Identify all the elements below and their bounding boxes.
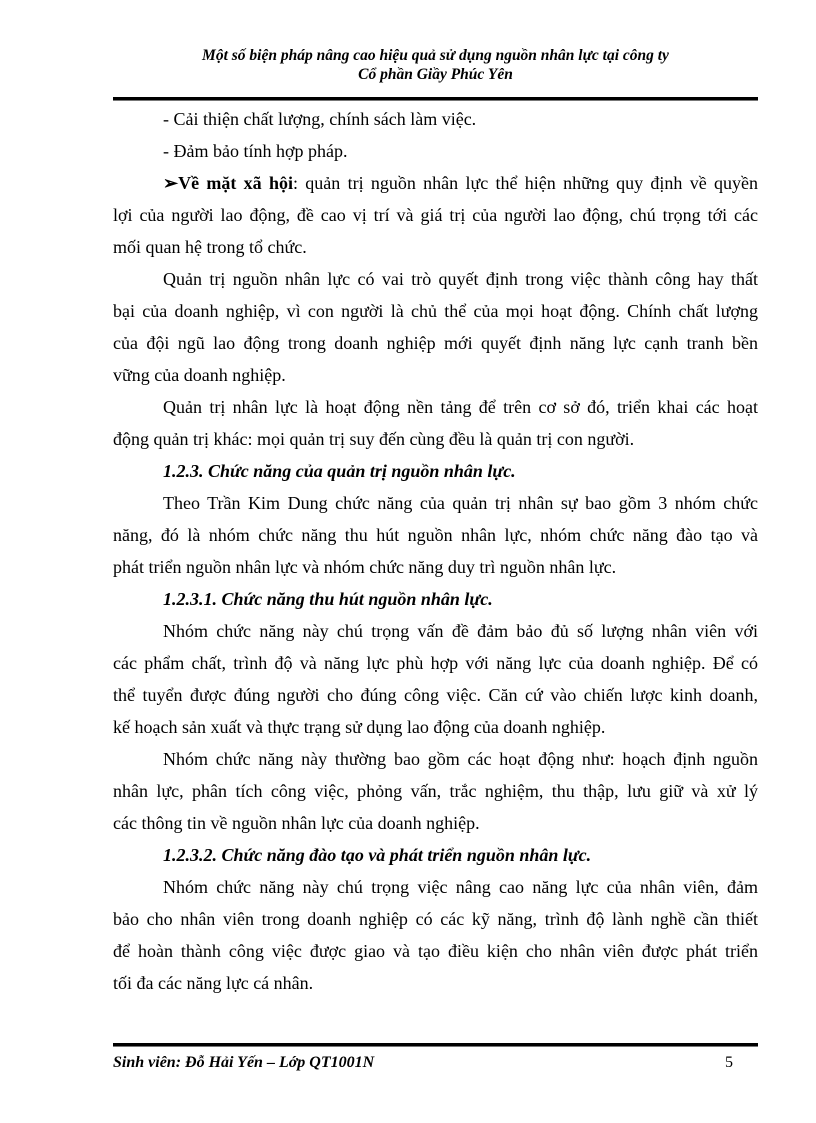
text-line [113,935,758,967]
bold-lead: Về mặt xã hội [178,173,293,193]
paragraph [113,615,758,743]
line-text: tối đa các năng lực cá nhân. [113,973,314,993]
line-text: bại của doanh nghiệp, vì con người là chủ thể của mọi hoạt động. Chính chất lượng [113,301,758,321]
line-text: lợi của người lao động, đề cao vị trí và giá trị của người lao động, chú trọng tới các [113,205,758,225]
footer-rule [113,1043,758,1047]
header-title-line1: Một số biện pháp nâng cao hiệu quả sử dụng nguồn nhân lực tại công ty [202,47,669,64]
line-text: 1.2.3.1. Chức năng thu hút nguồn nhân lực. [163,589,493,609]
paragraph [113,743,758,839]
line-text: : quản trị nguồn nhân lực thể hiện những quy định về quyền [292,173,758,193]
line-text: năng, đó là nhóm chức năng thu hút nguồn nhân lực, nhóm chức năng đào tạo và [113,525,758,545]
text-line [113,871,758,903]
section-heading [113,839,758,871]
line-text: bảo cho nhân viên trong doanh nghiệp có các kỹ năng, trình độ lành nghề cần thiết [113,909,758,929]
footer-author: Sinh viên: Đỗ Hải Yến – Lớp QT1001N [113,1054,375,1071]
text-line [113,295,758,327]
line-text: để hoàn thành công việc được giao và tạo điều kiện cho nhân viên được phát triển [113,941,758,961]
line-text: 1.2.3.2. Chức năng đào tạo và phát triển nguồn nhân lực. [163,845,592,865]
line-text: thể tuyển được đúng người cho đúng công việc. Căn cứ vào chiến lược kinh doanh, [113,685,758,705]
text-line [113,263,758,295]
paragraph [113,135,758,167]
header-title-line2: Cổ phần Giầy Phúc Yên [358,66,513,83]
text-line [113,103,758,135]
text-line [113,615,758,647]
paragraph [113,263,758,391]
running-header [113,46,758,84]
line-text: Quản trị nhân lực là hoạt động nền tảng để trên cơ sở đó, triển khai các hoạt [163,397,758,417]
text-line [113,647,758,679]
line-text: Nhóm chức năng này chú trọng vấn đề đảm bảo đủ số lượng nhân viên với [163,621,758,641]
line-text: - Cải thiện chất lượng, chính sách làm việc. [163,109,477,129]
line-text: Quản trị nguồn nhân lực có vai trò quyết định trong việc thành công hay thất [163,269,758,289]
text-line [113,455,758,487]
paragraph [113,167,758,263]
section-heading [113,583,758,615]
text-line [113,423,758,455]
line-text: các phẩm chất, trình độ và năng lực phù hợp với năng lực của doanh nghiệp. Để có [113,653,758,673]
line-text: của đội ngũ lao động trong doanh nghiệp mới quyết định năng lực cạnh tranh bền [113,333,758,353]
paragraph [113,871,758,999]
text-line [113,135,758,167]
line-text: động quản trị khác: mọi quản trị suy đến cùng đều là quản trị con người. [113,429,635,449]
line-text: - Đảm bảo tính hợp pháp. [163,141,348,161]
paragraph [113,487,758,583]
text-line [113,775,758,807]
text-line [113,967,758,999]
text-line [113,359,758,391]
text-line [113,487,758,519]
text-line [113,679,758,711]
text-line [113,743,758,775]
text-line [113,807,758,839]
text-line [113,327,758,359]
page-footer [113,1054,758,1072]
line-text: vững của doanh nghiệp. [113,365,286,385]
header-rule [113,97,758,101]
text-line [113,231,758,263]
line-text: mối quan hệ trong tổ chức. [113,237,307,257]
text-line [113,903,758,935]
text-line [113,167,758,199]
text-line [113,583,758,615]
line-text: kế hoạch sản xuất và thực trạng sử dụng lao động của doanh nghiệp. [113,717,606,737]
page-number: 5 [725,1054,733,1071]
line-text: phát triển nguồn nhân lực và nhóm chức năng duy trì nguồn nhân lực. [113,557,617,577]
text-line [113,711,758,743]
arrow-bullet-icon: ➢ [163,173,179,193]
paragraph [113,391,758,455]
line-text: Theo Trần Kim Dung chức năng của quản trị nhân sự bao gồm 3 nhóm chức [163,493,758,513]
text-line [113,551,758,583]
line-text: Nhóm chức năng này thường bao gồm các hoạt động như: hoạch định nguồn [163,749,758,769]
text-line [113,391,758,423]
text-line [113,839,758,871]
line-text: 1.2.3. Chức năng của quản trị nguồn nhân lực. [163,461,516,481]
paragraph [113,103,758,135]
document-body [113,103,758,999]
line-text: các thông tin về nguồn nhân lực của doanh nghiệp. [113,813,480,833]
section-heading [113,455,758,487]
line-text: nhân lực, phân tích công việc, phỏng vấn, trắc nghiệm, thu thập, lưu giữ và xử lý [113,781,758,801]
text-line [113,519,758,551]
line-text: Nhóm chức năng này chú trọng việc nâng cao năng lực của nhân viên, đảm [163,877,758,897]
text-line [113,199,758,231]
